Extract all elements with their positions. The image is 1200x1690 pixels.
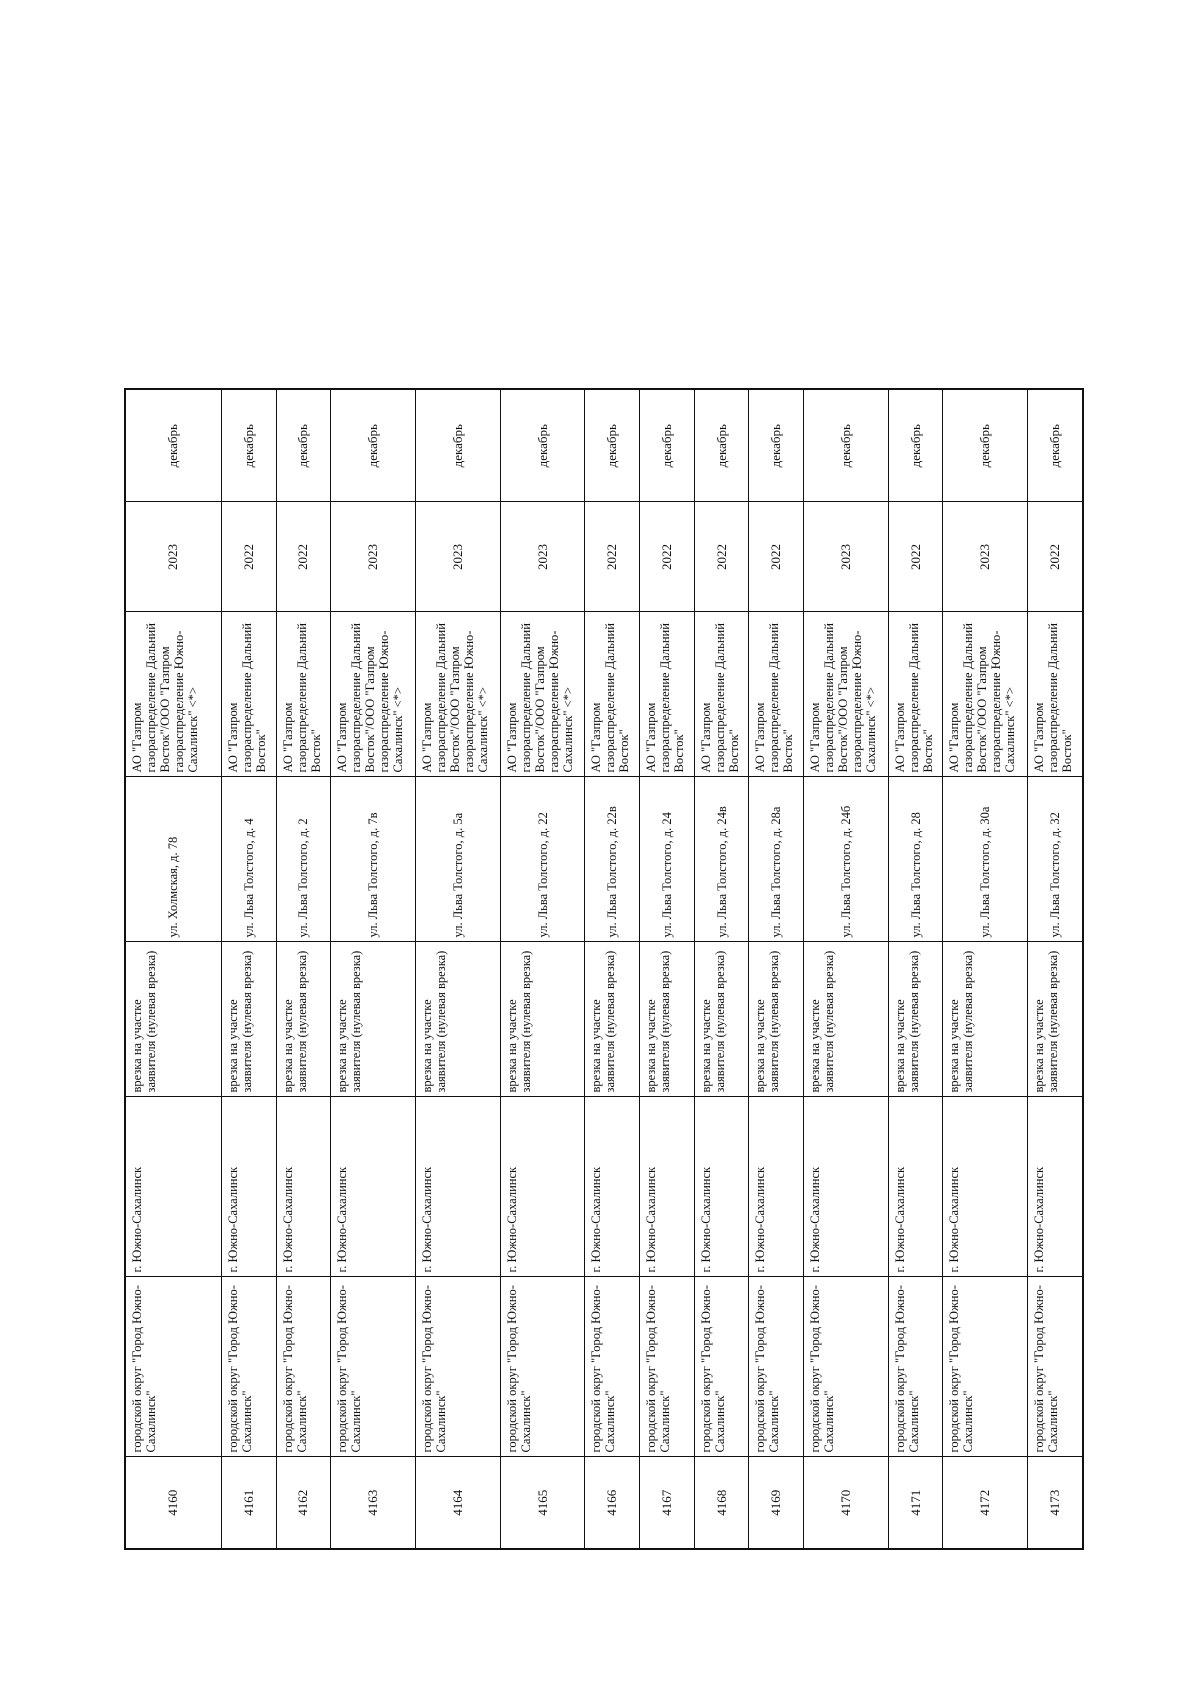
year-cell: 2022	[585, 502, 640, 612]
connection-type-cell: врезка на участке заявителя (нулевая врезка)	[585, 942, 640, 1097]
month-cell: декабрь	[694, 389, 749, 502]
year-cell: 2023	[331, 502, 416, 612]
connection-type-cell: врезка на участке заявителя (нулевая врезка)	[500, 942, 585, 1097]
district-cell: городской округ "Город Южно-Сахалинск"	[221, 1277, 276, 1457]
district-cell: городской округ "Город Южно-Сахалинск"	[276, 1277, 331, 1457]
district-cell: городской округ "Город Южно-Сахалинск"	[416, 1277, 501, 1457]
year-cell: 2023	[500, 502, 585, 612]
organization-cell: АО "Газпром газораспределение Дальний Восток"	[221, 612, 276, 777]
address-cell: ул. Льва Толстого, д. 24	[640, 777, 695, 942]
year-cell: 2022	[221, 502, 276, 612]
year-cell: 2022	[276, 502, 331, 612]
month-cell: декабрь	[585, 389, 640, 502]
district-cell: городской округ "Город Южно-Сахалинск"	[500, 1277, 585, 1457]
organization-cell: АО "Газпром газораспределение Дальний Восток"	[888, 612, 943, 777]
organization-cell: АО "Газпром газораспределение Дальний Восток"/ООО "Газпром газораспределение Южно-Сахалинск" <*>	[804, 612, 889, 777]
connection-type-cell: врезка на участке заявителя (нулевая врезка)	[943, 942, 1028, 1097]
table-row	[500, 389, 585, 1549]
table-row	[943, 389, 1028, 1549]
city-cell: г. Южно-Сахалинск	[749, 1097, 804, 1277]
district-cell: городской округ "Город Южно-Сахалинск"	[749, 1277, 804, 1457]
address-cell: ул. Холмская, д. 78	[125, 777, 221, 942]
city-cell: г. Южно-Сахалинск	[1028, 1097, 1083, 1277]
district-cell: городской округ "Город Южно-Сахалинск"	[804, 1277, 889, 1457]
year-cell: 2022	[640, 502, 695, 612]
address-cell: ул. Льва Толстого, д. 32	[1028, 777, 1083, 942]
address-cell: ул. Льва Толстого, д. 4	[221, 777, 276, 942]
row-number: 4167	[640, 1457, 695, 1549]
month-cell: декабрь	[416, 389, 501, 502]
gasification-table	[124, 388, 1084, 1550]
address-cell: ул. Льва Толстого, д. 28а	[749, 777, 804, 942]
address-cell: ул. Льва Толстого, д. 24в	[694, 777, 749, 942]
row-number: 4168	[694, 1457, 749, 1549]
district-cell: городской округ "Город Южно-Сахалинск"	[1028, 1277, 1083, 1457]
address-cell: ул. Льва Толстого, д. 5а	[416, 777, 501, 942]
table-row	[640, 389, 695, 1549]
district-cell: городской округ "Город Южно-Сахалинск"	[640, 1277, 695, 1457]
organization-cell: АО "Газпром газораспределение Дальний Восток"	[749, 612, 804, 777]
connection-type-cell: врезка на участке заявителя (нулевая врезка)	[221, 942, 276, 1097]
connection-type-cell: врезка на участке заявителя (нулевая врезка)	[125, 942, 221, 1097]
row-number: 4171	[888, 1457, 943, 1549]
organization-cell: АО "Газпром газораспределение Дальний Восток"/ООО "Газпром газораспределение Южно-Сахалинск" <*>	[500, 612, 585, 777]
city-cell: г. Южно-Сахалинск	[416, 1097, 501, 1277]
table-row	[804, 389, 889, 1549]
year-cell: 2022	[1028, 502, 1083, 612]
table-row	[221, 389, 276, 1549]
organization-cell: АО "Газпром газораспределение Дальний Восток"/ООО "Газпром газораспределение Южно-Сахалинск" <*>	[331, 612, 416, 777]
connection-type-cell: врезка на участке заявителя (нулевая врезка)	[804, 942, 889, 1097]
table-row	[694, 389, 749, 1549]
address-cell: ул. Льва Толстого, д. 30а	[943, 777, 1028, 942]
year-cell: 2023	[125, 502, 221, 612]
address-cell: ул. Льва Толстого, д. 2	[276, 777, 331, 942]
city-cell: г. Южно-Сахалинск	[804, 1097, 889, 1277]
city-cell: г. Южно-Сахалинск	[640, 1097, 695, 1277]
address-cell: ул. Льва Толстого, д. 7в	[331, 777, 416, 942]
year-cell: 2023	[943, 502, 1028, 612]
district-cell: городской округ "Город Южно-Сахалинск"	[888, 1277, 943, 1457]
address-cell: ул. Льва Толстого, д. 28	[888, 777, 943, 942]
district-cell: городской округ "Город Южно-Сахалинск"	[694, 1277, 749, 1457]
year-cell: 2023	[416, 502, 501, 612]
row-number: 4163	[331, 1457, 416, 1549]
connection-type-cell: врезка на участке заявителя (нулевая врезка)	[331, 942, 416, 1097]
table-row	[276, 389, 331, 1549]
row-number: 4161	[221, 1457, 276, 1549]
city-cell: г. Южно-Сахалинск	[943, 1097, 1028, 1277]
address-cell: ул. Льва Толстого, д. 24б	[804, 777, 889, 942]
month-cell: декабрь	[500, 389, 585, 502]
row-number: 4166	[585, 1457, 640, 1549]
district-cell: городской округ "Город Южно-Сахалинск"	[943, 1277, 1028, 1457]
table-row	[1028, 389, 1083, 1549]
table-row	[888, 389, 943, 1549]
organization-cell: АО "Газпром газораспределение Дальний Восток"	[276, 612, 331, 777]
year-cell: 2022	[749, 502, 804, 612]
address-cell: ул. Льва Толстого, д. 22в	[585, 777, 640, 942]
rotated-page	[124, 390, 1084, 1550]
month-cell: декабрь	[804, 389, 889, 502]
row-number: 4160	[125, 1457, 221, 1549]
table-body	[125, 389, 1083, 1549]
table-row	[416, 389, 501, 1549]
row-number: 4173	[1028, 1457, 1083, 1549]
connection-type-cell: врезка на участке заявителя (нулевая врезка)	[276, 942, 331, 1097]
connection-type-cell: врезка на участке заявителя (нулевая врезка)	[640, 942, 695, 1097]
month-cell: декабрь	[1028, 389, 1083, 502]
city-cell: г. Южно-Сахалинск	[276, 1097, 331, 1277]
connection-type-cell: врезка на участке заявителя (нулевая врезка)	[694, 942, 749, 1097]
connection-type-cell: врезка на участке заявителя (нулевая врезка)	[749, 942, 804, 1097]
month-cell: декабрь	[943, 389, 1028, 502]
city-cell: г. Южно-Сахалинск	[694, 1097, 749, 1277]
district-cell: городской округ "Город Южно-Сахалинск"	[125, 1277, 221, 1457]
row-number: 4164	[416, 1457, 501, 1549]
organization-cell: АО "Газпром газораспределение Дальний Восток"	[640, 612, 695, 777]
connection-type-cell: врезка на участке заявителя (нулевая врезка)	[888, 942, 943, 1097]
month-cell: декабрь	[640, 389, 695, 502]
row-number: 4162	[276, 1457, 331, 1549]
table-row	[749, 389, 804, 1549]
city-cell: г. Южно-Сахалинск	[888, 1097, 943, 1277]
organization-cell: АО "Газпром газораспределение Дальний Восток"	[1028, 612, 1083, 777]
district-cell: городской округ "Город Южно-Сахалинск"	[585, 1277, 640, 1457]
city-cell: г. Южно-Сахалинск	[585, 1097, 640, 1277]
table-row	[331, 389, 416, 1549]
city-cell: г. Южно-Сахалинск	[125, 1097, 221, 1277]
month-cell: декабрь	[888, 389, 943, 502]
city-cell: г. Южно-Сахалинск	[500, 1097, 585, 1277]
month-cell: декабрь	[331, 389, 416, 502]
connection-type-cell: врезка на участке заявителя (нулевая врезка)	[416, 942, 501, 1097]
district-cell: городской округ "Город Южно-Сахалинск"	[331, 1277, 416, 1457]
row-number: 4172	[943, 1457, 1028, 1549]
year-cell: 2023	[804, 502, 889, 612]
year-cell: 2022	[888, 502, 943, 612]
organization-cell: АО "Газпром газораспределение Дальний Восток"/ООО "Газпром газораспределение Южно-Сахалинск" <*>	[125, 612, 221, 777]
city-cell: г. Южно-Сахалинск	[331, 1097, 416, 1277]
organization-cell: АО "Газпром газораспределение Дальний Восток"/ООО "Газпром газораспределение Южно-Сахалинск" <*>	[416, 612, 501, 777]
city-cell: г. Южно-Сахалинск	[221, 1097, 276, 1277]
row-number: 4169	[749, 1457, 804, 1549]
month-cell: декабрь	[276, 389, 331, 502]
organization-cell: АО "Газпром газораспределение Дальний Восток"/ООО "Газпром газораспределение Южно-Сахалинск" <*>	[943, 612, 1028, 777]
month-cell: декабрь	[749, 389, 804, 502]
connection-type-cell: врезка на участке заявителя (нулевая врезка)	[1028, 942, 1083, 1097]
table-row	[585, 389, 640, 1549]
organization-cell: АО "Газпром газораспределение Дальний Восток"	[694, 612, 749, 777]
row-number: 4165	[500, 1457, 585, 1549]
row-number: 4170	[804, 1457, 889, 1549]
year-cell: 2022	[694, 502, 749, 612]
month-cell: декабрь	[125, 389, 221, 502]
table-row	[125, 389, 221, 1549]
organization-cell: АО "Газпром газораспределение Дальний Восток"	[585, 612, 640, 777]
address-cell: ул. Льва Толстого, д. 22	[500, 777, 585, 942]
month-cell: декабрь	[221, 389, 276, 502]
